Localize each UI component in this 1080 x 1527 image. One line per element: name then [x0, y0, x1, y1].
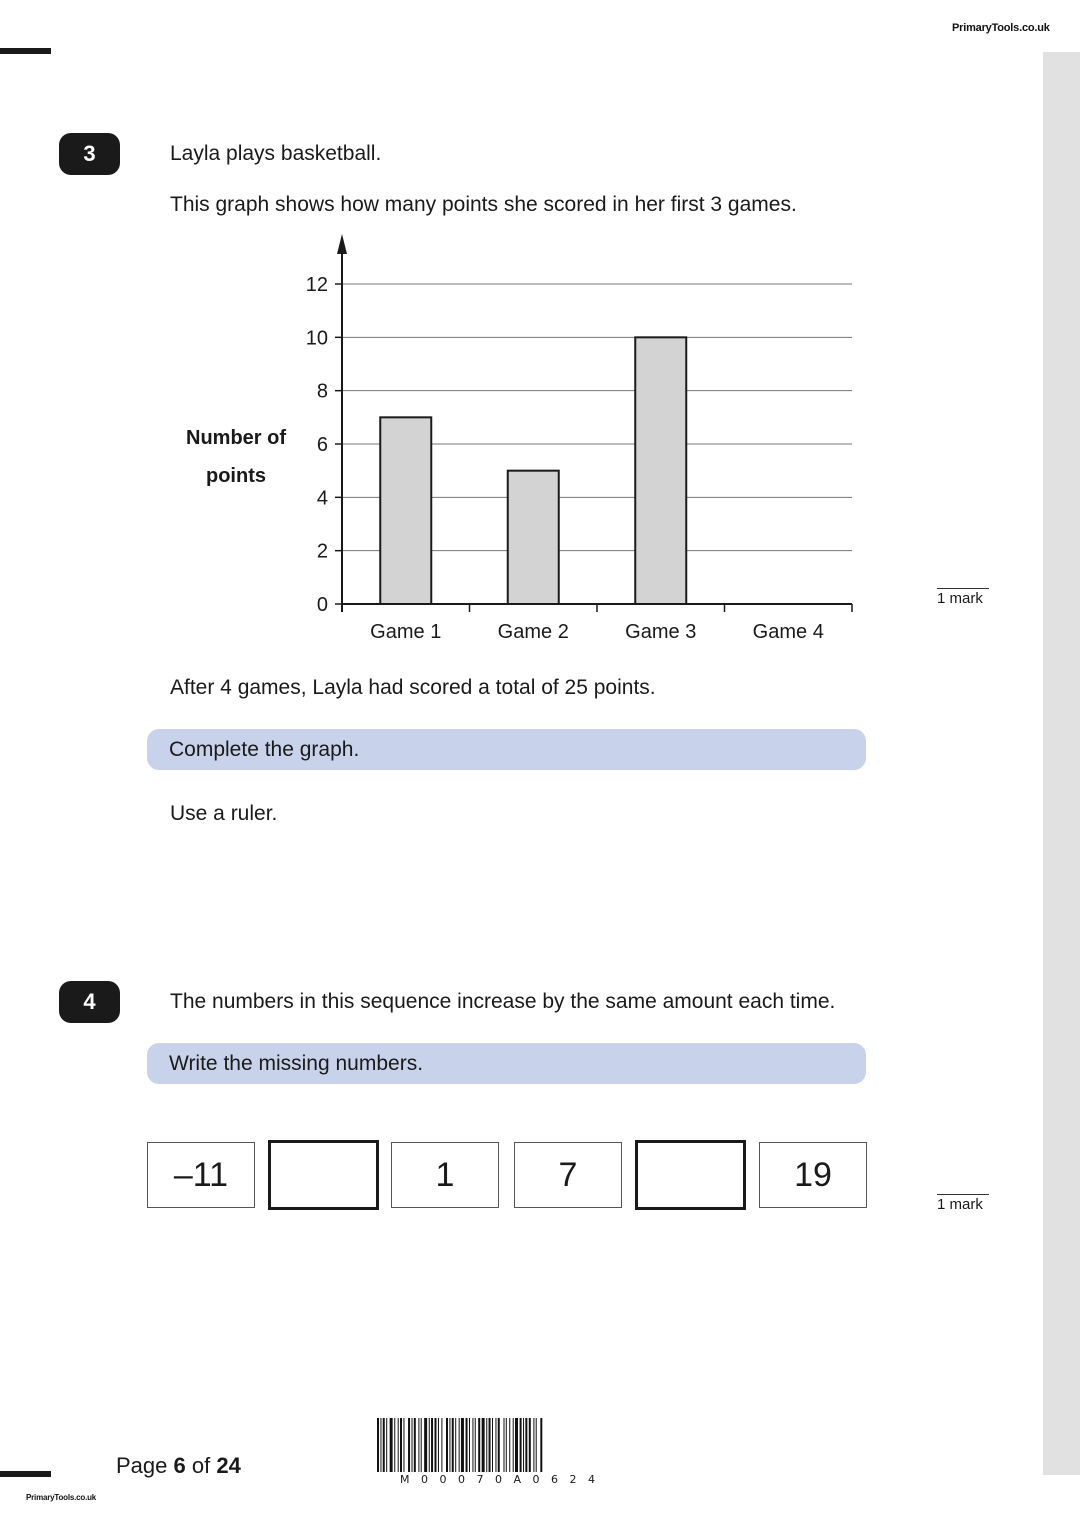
question-intro-text: Layla plays basketball.: [170, 142, 382, 165]
page-prefix: Page: [116, 1453, 174, 1478]
y-tick-label: 6: [316, 434, 328, 456]
y-tick-label: 4: [316, 487, 328, 510]
brand-watermark-top: PrimaryTools.co.uk: [952, 22, 1050, 34]
edge-registration-mark-top: [0, 48, 51, 54]
x-category-label: Game 3: [625, 621, 697, 643]
y-tick-label: 12: [305, 274, 328, 296]
chart-bars: [380, 337, 686, 604]
question-description-text: This graph shows how many points she scored in her first 3 games.: [170, 193, 797, 216]
sequence-box-given: 19: [759, 1142, 867, 1208]
y-axis-label-line-2: points: [206, 465, 266, 487]
y-axis-label-line-1: Number of: [186, 427, 286, 449]
chart-y-tick-labels: [306, 274, 328, 616]
question-note-text: Use a ruler.: [170, 802, 278, 825]
sequence-answer-box[interactable]: [268, 1140, 379, 1210]
bar-chart[interactable]: [170, 228, 870, 648]
y-tick-label: 8: [316, 380, 328, 403]
instruction-banner: Write the missing numbers.: [147, 1043, 866, 1084]
edge-registration-mark-bottom: [0, 1471, 51, 1477]
page-number: [116, 1453, 241, 1479]
page-current: 6: [173, 1453, 186, 1478]
y-tick-label: 0: [316, 594, 328, 616]
mark-allocation: 1 mark: [937, 1194, 989, 1213]
sequence-answer-box[interactable]: [635, 1140, 746, 1210]
mark-allocation: 1 mark: [937, 588, 989, 607]
question-intro-text: The numbers in this sequence increase by the same amount each time.: [170, 990, 836, 1013]
brand-watermark-bottom: PrimaryTools.co.uk: [26, 1493, 97, 1502]
bar: [635, 337, 686, 604]
instruction-banner: Complete the graph.: [147, 729, 866, 770]
bar: [380, 417, 431, 604]
sequence-box-given: 7: [514, 1142, 622, 1208]
x-category-label: Game 1: [370, 621, 442, 643]
y-tick-label: 10: [305, 327, 328, 350]
x-category-label: Game 4: [752, 621, 824, 643]
chart-x-category-labels: [370, 621, 824, 643]
margin-strip: [1043, 52, 1080, 1475]
y-tick-label: 2: [316, 540, 328, 563]
question-followup-text: After 4 games, Layla had scored a total of 25 points.: [170, 676, 656, 699]
sequence-box-given: 1: [391, 1142, 499, 1208]
barcode-text: M00070A0624: [400, 1473, 607, 1486]
sequence-box-given: –11: [147, 1142, 255, 1208]
y-axis-arrow-icon: [337, 234, 347, 254]
question-number-badge: 3: [59, 133, 120, 175]
page-total: 24: [216, 1453, 241, 1478]
x-category-label: Game 2: [497, 621, 569, 643]
question-number-badge: 4: [59, 981, 120, 1023]
page-of: of: [185, 1453, 217, 1478]
barcode: [377, 1418, 675, 1474]
bar: [508, 471, 559, 604]
